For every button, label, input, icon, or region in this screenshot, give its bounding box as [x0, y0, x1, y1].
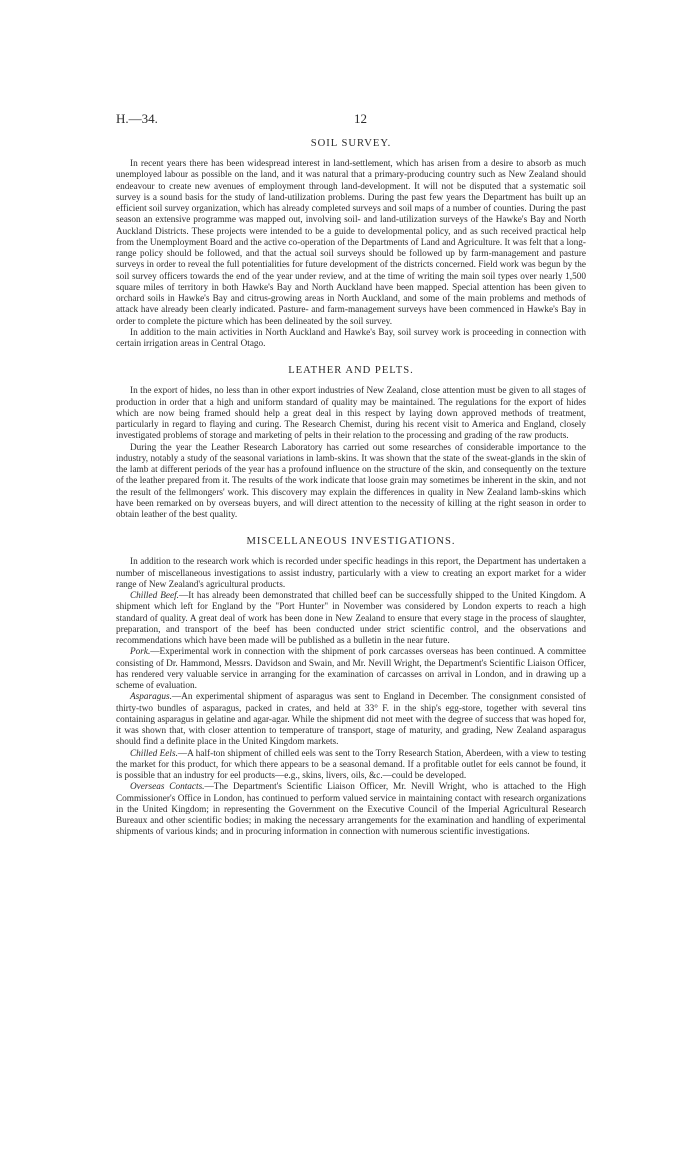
- section-miscellaneous-investigations: [116, 535, 586, 838]
- paragraph: In recent years there has been widespread interest in land-settlement, which has arisen from a desire to absorb as much unemployed labour as possible on the land, and it was natural that a primary-producing country such as New Zealand should endeavour to create new avenues of employment through land-development. It will not be disputed that a systematic soil survey is a sound basis for the study of land-utilization problems. During the past few years the Department has built up an efficient soil survey organization, which has already completed surveys and soil maps of a number of counties. During the past season an extensive programme was mapped out, involving soil- and land-utilization surveys of the Hawke's Bay and North Auckland Districts. These projects were intended to be a guide to developmental policy, and as such received practical help from the Unemployment Board and the active co-operation of the Departments of Land and Agriculture. It was felt that a long-range policy should be followed, and that the actual soil surveys should be followed up by farm-management and pasture surveys in order to reveal the full potentialities for future development of the districts concerned. Field work was begun by the soil survey officers towards the end of the year under review, and at the time of writing the main soil types over nearly 1,500 square miles of territory in both Hawke's Bay and North Auckland have been mapped. Special attention has been given to orchard soils in Hawke's Bay and citrus-growing areas in North Auckland, and some of the main problems and methods of attack have already been clearly indicated. Pasture- and farm-management surveys have been commenced in Hawke's Bay in order to complete the picture which has been delineated by the soil survey.: [116, 159, 586, 327]
- item-pork: [116, 647, 586, 692]
- paragraph: In the export of hides, no less than in other export industries of New Zealand, close attention must be given to all stages of production in order that a high and uniform standard of quality may be maintained. The regulations for the export of hides which are now being framed should help a great deal in this respect by laying down approved methods of treatment, particularly in regard to flaying and curing. The Research Chemist, during his recent visit to America and England, closely investigated problems of storage and marketing of pelts in their relation to the processing and grading of the raw products.: [116, 386, 586, 442]
- item-chilled-eels: [116, 749, 586, 783]
- paragraph: In addition to the research work which is recorded under specific headings in this report, the Department has undertaken a number of miscellaneous investigations to assist industry, particularly with a view to creating an export market for a wider range of New Zealand's agricultural products.: [116, 557, 586, 590]
- item-overseas-contacts: [116, 782, 586, 838]
- item-title: Chilled Eels.: [130, 748, 178, 759]
- item-title: Asparagus.: [130, 692, 172, 703]
- item-text: —The Department's Scientific Liaison Officer, Mr. Nevill Wright, who is attached to the High Commissioner's Office in London, has continued to perform valued service in maintaining contact with research organizations in the United Kingdom; in representing the Government on the Executive Council of the Imperial Agricultural Research Bureaux and other scientific bodies; in making the necessary arrangements for the examination and handling of experimental shipments of various kinds; and in procuring information in connection with numerous scientific investigations.: [116, 782, 586, 838]
- section-leather-and-pelts: [116, 364, 586, 521]
- page-number: 12: [354, 111, 367, 126]
- item-text: —A half-ton shipment of chilled eels was sent to the Torry Research Station, Aberdeen, with a view to testing the market for this product, for which there appears to be a seasonal demand. If a profitable outlet for eels cannot be found, it is possible that an industry for eel products—e.g., skins, livers, oils, &c.—could be developed.: [116, 748, 586, 781]
- document-reference: H.—34.: [116, 111, 158, 126]
- item-title: Chilled Beef.: [130, 591, 179, 601]
- item-text: —An experimental shipment of asparagus was sent to England in December. The consignment consisted of thirty-two bundles of asparagus, packed in crates, and held at 33° F. in the ship's egg-store, together with several tins containing asparagus in gelatine and agar-agar. While the shipment did not meet with the degree of success that was hoped for, it was shown that, with closer attention to temperature of transport, stage of maturity, and grading, New Zealand asparagus should find a definite place in the United Kingdom markets.: [116, 692, 586, 748]
- item-text: —It has already been demonstrated that chilled beef can be successfully shipped to the United Kingdom. A shipment which left for England by the "Port Hunter" in November was considered by London experts to reach a high standard of quality. A great deal of work has been done in New Zealand to ensure that every stage in the process of slaughter, preparation, and transport of the beef has been conducted under strict scientific control, and the observations and recommendations which have been made will be published as a bulletin in the near future.: [116, 591, 586, 646]
- page-header: [116, 111, 586, 129]
- section-heading: MISCELLANEOUS INVESTIGATIONS.: [246, 536, 456, 548]
- paragraph: During the year the Leather Research Laboratory has carried out some researches of considerable importance to the industry, notably a study of the seasonal variations in lamb-skins. It was shown that the state of the sweat-glands in the skin of the lamb at different periods of the year has a profound influence on the structure of the skin, and consequently on the texture of the leather prepared from it. The results of the work indicate that loose grain may sometimes be inherent in the skin, and not the result of the fellmongers' work. This discovery may explain the differences in quality in New Zealand lamb-skins which have been remarked on by overseas buyers, and will direct attention to the necessity of killing at the right season in order to obtain leather of the best quality.: [116, 442, 586, 520]
- item-chilled-beef: [116, 591, 586, 647]
- page-content: [116, 137, 586, 839]
- section-heading: SOIL SURVEY.: [310, 138, 392, 149]
- paragraph: In addition to the main activities in North Auckland and Hawke's Bay, soil survey work is proceeding in connection with certain irrigation areas in Central Otago.: [116, 327, 586, 349]
- item-text: —Experimental work in connection with the shipment of pork carcasses overseas has been continued. A committee consisting of Dr. Hammond, Messrs. Davidson and Swain, and Mr. Nevill Wright, the Department's Scientific Liaison Officer, has rendered very valuable service in arranging for the examination of carcasses on arrival in London, and in drawing up a scheme of evaluation.: [116, 647, 586, 691]
- item-title: Overseas Contacts.: [130, 782, 205, 793]
- item-asparagus: [116, 692, 586, 748]
- section-soil-survey: [116, 137, 586, 350]
- section-heading: LEATHER AND PELTS.: [288, 365, 414, 377]
- item-title: Pork.: [130, 647, 151, 658]
